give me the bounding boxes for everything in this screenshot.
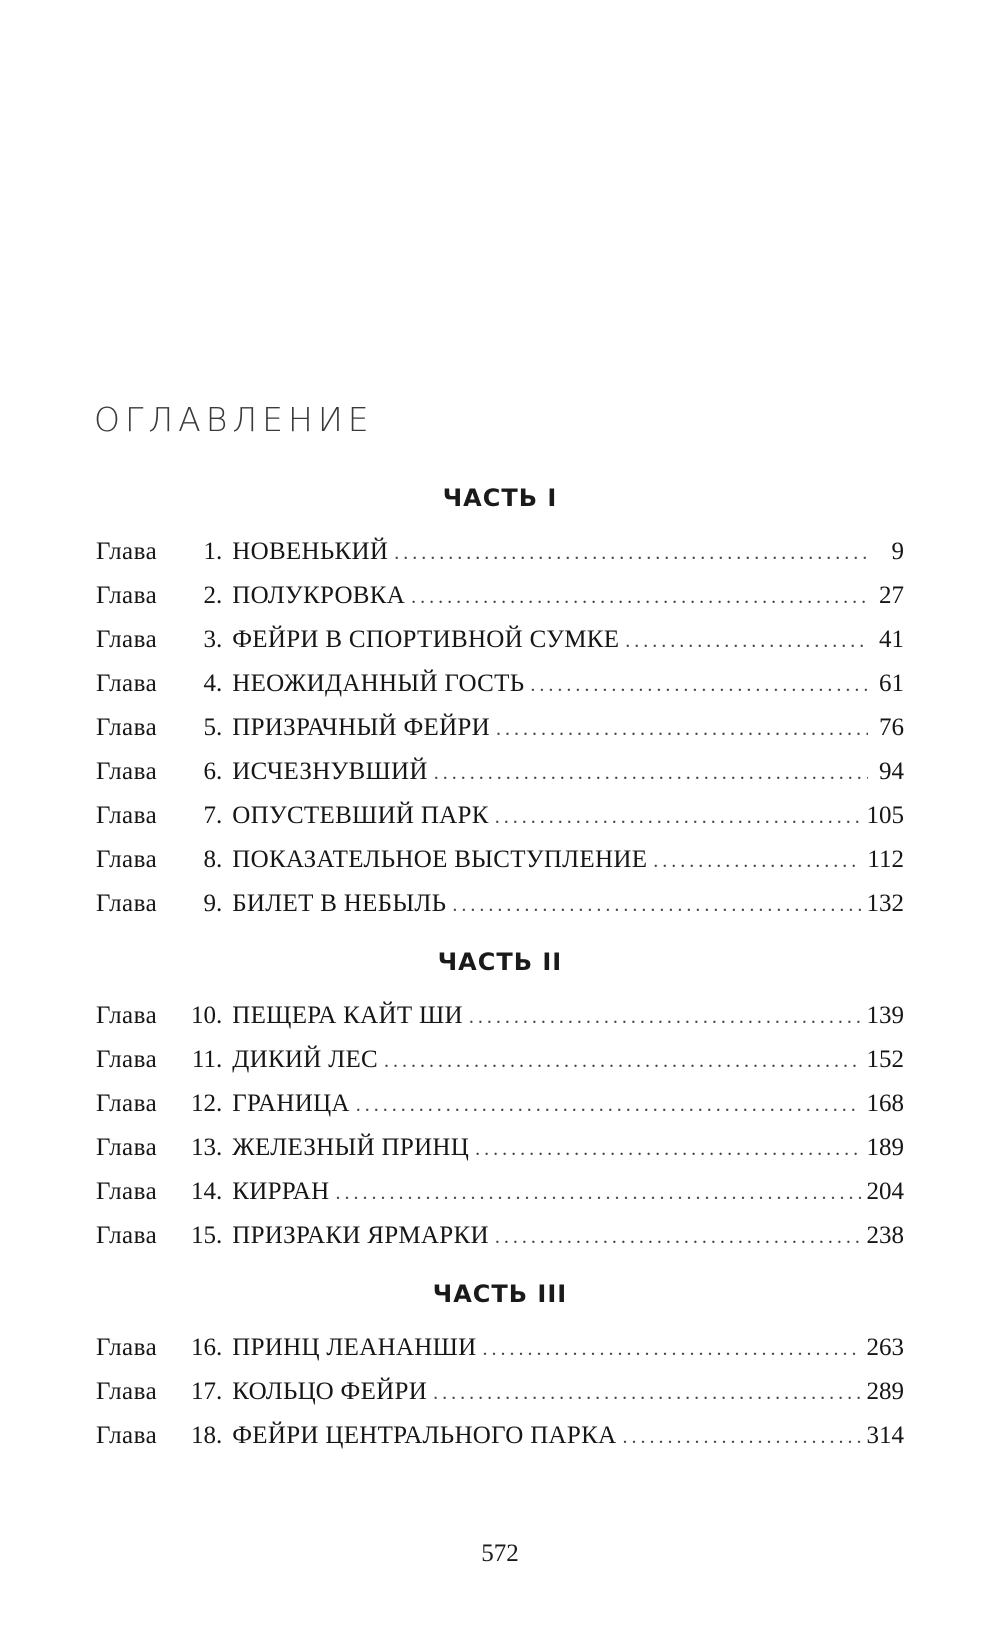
part-3 [96,1274,904,1458]
chapter-number: 7 [203,802,216,829]
page-number: 572 [481,1540,519,1567]
chapter-label: Глава [96,846,158,873]
chapter-label: Глава [96,1378,158,1405]
chapter-page: 61 [879,670,904,697]
chapter-number-dot: . [216,1222,223,1249]
chapter-page: 76 [879,714,904,741]
part-2 [96,942,904,1258]
chapter-title: ЖЕЛЕЗНЫЙ ПРИНЦ [232,1134,470,1161]
chapter-title: ИСЧЕЗНУВШИЙ [232,758,428,785]
chapter-number: 6 [203,758,216,785]
toc-entry [96,1038,904,1082]
chapter-page: 41 [879,626,904,653]
toc-entry [96,662,904,706]
chapter-label: Глава [96,890,158,917]
chapter-number: 2 [203,582,216,609]
chapter-number: 17 [191,1378,216,1405]
toc-entry [96,1170,904,1214]
chapter-title: НОВЕНЬКИЙ [232,538,389,565]
chapter-label: Глава [96,758,158,785]
chapter-number-dot: . [216,582,223,609]
chapter-label: Глава [96,1422,158,1449]
chapter-number-dot: . [216,1134,223,1161]
chapter-title: НЕОЖИДАННЫЙ ГОСТЬ [232,670,525,697]
dot-leader [530,663,868,707]
dot-leader [434,751,868,795]
chapter-label: Глава [96,1134,158,1161]
chapter-number: 13 [191,1134,216,1161]
chapter-label: Глава [96,1334,158,1361]
chapter-label: Глава [96,538,158,565]
chapter-number-dot: . [216,1378,223,1405]
chapter-title: ПРИНЦ ЛЕАНАНШИ [232,1334,477,1361]
toc-entry [96,882,904,926]
dot-leader [469,995,861,1039]
dot-leader [336,1171,861,1215]
chapter-number: 1 [203,538,216,565]
toc-entry [96,1370,904,1414]
chapter-label: Глава [96,626,158,653]
chapter-title: ОПУСТЕВШИЙ ПАРК [232,802,489,829]
chapter-page: 238 [866,1222,904,1249]
chapter-title: ГРАНИЦА [232,1090,350,1117]
chapter-title: ПОКАЗАТЕЛЬНОЕ ВЫСТУПЛЕНИЕ [232,846,648,873]
chapter-number-dot: . [216,1090,223,1117]
chapter-number-dot: . [216,1422,223,1449]
chapter-number-dot: . [216,1002,223,1029]
chapter-page: 139 [866,1002,904,1029]
chapter-number-dot: . [216,626,223,653]
dot-leader [452,883,860,927]
chapter-page: 105 [866,802,904,829]
chapter-title: ПЕЩЕРА КАЙТ ШИ [232,1002,463,1029]
chapter-number: 14 [191,1178,216,1205]
chapter-title: ПРИЗРАКИ ЯРМАРКИ [232,1222,489,1249]
chapter-page: 204 [866,1178,904,1205]
part-title: ЧАСТЬ I [442,484,558,512]
chapter-title: ПОЛУКРОВКА [232,582,406,609]
chapter-page: 132 [866,890,904,917]
chapter-label: Глава [96,714,158,741]
chapter-page: 168 [866,1090,904,1117]
dot-leader [622,1415,860,1459]
toc-entry [96,1326,904,1370]
chapter-label: Глава [96,582,158,609]
toc-entry [96,1214,904,1258]
chapter-page: 189 [866,1134,904,1161]
dot-leader [394,531,868,575]
chapter-number: 15 [191,1222,216,1249]
chapter-number-dot: . [216,1046,223,1073]
chapter-number: 12 [191,1090,216,1117]
toc-heading: ОГЛАВЛЕНИЕ [94,400,374,439]
chapter-number: 10 [191,1002,216,1029]
chapter-title: КИРРАН [232,1178,330,1205]
chapter-number: 4 [203,670,216,697]
chapter-page: 27 [879,582,904,609]
toc-entry [96,838,904,882]
chapter-label: Глава [96,1222,158,1249]
chapter-label: Глава [96,1002,158,1029]
chapter-title: БИЛЕТ В НЕБЫЛЬ [232,890,447,917]
chapter-label: Глава [96,1178,158,1205]
chapter-label: Глава [96,1046,158,1073]
chapter-list [96,530,904,926]
dot-leader [625,619,868,663]
chapter-number: 18 [191,1422,216,1449]
chapter-page: 112 [867,846,904,873]
toc-entry [96,530,904,574]
chapter-number-dot: . [216,1334,223,1361]
chapter-page: 94 [879,758,904,785]
chapter-number-dot: . [216,714,223,741]
toc-entry [96,1082,904,1126]
toc-entry [96,618,904,662]
dot-leader [495,1215,861,1259]
dot-leader [475,1127,860,1171]
chapter-page: 289 [866,1378,904,1405]
chapter-number: 5 [203,714,216,741]
part-1 [96,478,904,926]
chapter-list [96,994,904,1258]
dot-leader [433,1371,860,1415]
dot-leader [496,707,868,751]
chapter-label: Глава [96,670,158,697]
chapter-page: 9 [891,538,904,565]
chapter-page: 263 [866,1334,904,1361]
toc-entry [96,994,904,1038]
toc-entry [96,794,904,838]
chapter-list [96,1326,904,1458]
chapter-label: Глава [96,802,158,829]
part-title: ЧАСТЬ II [437,948,563,976]
chapter-label: Глава [96,1090,158,1117]
chapter-number-dot: . [216,1178,223,1205]
chapter-title: ФЕЙРИ ЦЕНТРАЛЬНОГО ПАРКА [232,1422,617,1449]
dot-leader [384,1039,861,1083]
chapter-page: 314 [866,1422,904,1449]
toc-entry [96,574,904,618]
chapter-number-dot: . [216,538,223,565]
toc-entry [96,750,904,794]
chapter-number-dot: . [216,758,223,785]
chapter-number: 11 [191,1046,216,1073]
chapter-title: ФЕЙРИ В СПОРТИВНОЙ СУМКЕ [232,626,620,653]
chapter-number: 8 [203,846,216,873]
chapter-title: ДИКИЙ ЛЕС [232,1046,378,1073]
chapter-number-dot: . [216,846,223,873]
chapter-page: 152 [866,1046,904,1073]
dot-leader [495,795,861,839]
dot-leader [483,1327,861,1371]
chapter-number-dot: . [216,670,223,697]
chapter-number-dot: . [216,802,223,829]
toc-entry [96,706,904,750]
dot-leader [653,839,861,883]
part-title: ЧАСТЬ III [432,1280,568,1308]
chapter-number-dot: . [216,890,223,917]
toc-entry [96,1414,904,1458]
chapter-number: 9 [203,890,216,917]
dot-leader [411,575,868,619]
chapter-number: 16 [191,1334,216,1361]
chapter-title: ПРИЗРАЧНЫЙ ФЕЙРИ [232,714,490,741]
chapter-number: 3 [203,626,216,653]
toc-entry [96,1126,904,1170]
chapter-title: КОЛЬЦО ФЕЙРИ [232,1378,428,1405]
dot-leader [356,1083,861,1127]
